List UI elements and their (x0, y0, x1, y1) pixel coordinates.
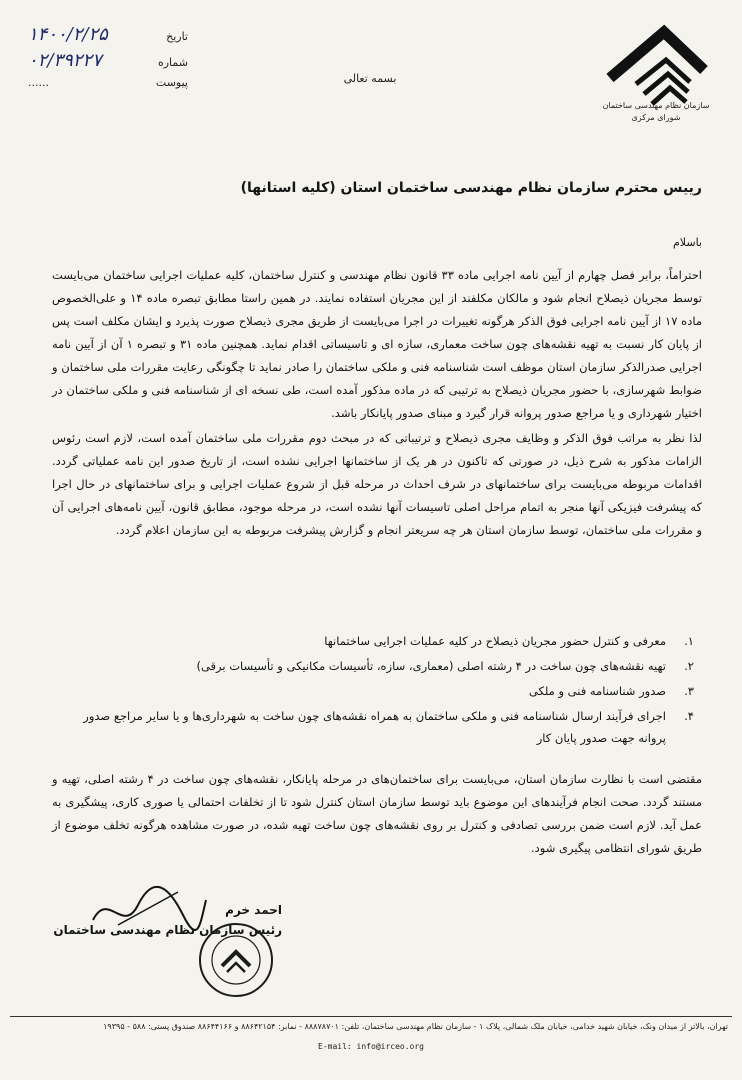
logo-caption (592, 100, 720, 124)
bismillah: بسمه تعالی (343, 72, 397, 85)
list-item-number: ۳. (684, 684, 694, 698)
list-item (52, 630, 702, 652)
number-label: شماره (157, 56, 188, 69)
list-item-text: تهیه نقشه‌های چون ساخت در ۴ رشته اصلی (معماری، سازه، تأسیسات مکانیکی و تأسیسات برقی) (196, 659, 666, 673)
list-item (52, 655, 702, 677)
list-item (52, 705, 702, 749)
logo-caption-line2: شورای مرکزی (631, 113, 681, 122)
paragraph: لذا نظر به مراتب فوق الذکر و وظایف مجری ذیصلاح و ترتیباتی که در مبحث دوم مقررات ملی ساختمان آمده است، لازم است رئوس الزامات مذکور به شرح ذیل، در صورتی که تاکنون در هر یک از ساختمانها اجرایی نشده است، از تاریخ صدور این نامه عملیاتی گردد. اقدامات مربوطه می‌بایست برای ساختمانهای در شرف احداث در مرحله قبل از شروع عملیات اجرایی و برای ساختمانهای در حال اجرا که پیشرفت فیزیکی آنها منجر به اتمام مراحل اصلی تاسیسات آنها نشده است، در مرحله موجود، مطابق قانون، آیین نامه‌های اجرایی آن و مقررات ملی ساختمان، توسط سازمان استان هر چه سریعتر انجام و گزارش پیشرفت مربوطه به این سازمان اعلام گردد. (52, 431, 702, 537)
list-item-number: ۱. (684, 634, 694, 648)
requirements-list (52, 630, 702, 752)
list-item-text: معرفی و کنترل حضور مجریان ذیصلاح در کلیه عملیات اجرایی ساختمانها (324, 634, 666, 648)
paragraph: احتراماً، برابر فصل چهارم از آیین نامه اجرایی ماده ۳۳ قانون نظام مهندسی و کنترل ساختمان، کلیه عملیات اجرایی ساختمان می‌بایست توسط مجریان ذیصلاح انجام شود و مالکان مکلفند از این مجریان استفاده نمایند. در همین راستا مطابق تبصره ماده ۱۴ و علی‌الخصوص ماده ۱۷ از آیین نامه اجرایی فوق الذکر هرگونه تغییرات در اجرا می‌بایست از طریق مجری ذیصلاح صورت پذیرد و ایشان مکلف است پس از پایان کار نسبت به تهیه نقشه‌های چون ساخت معماری، سازه ای و تاسیساتی اقدام نماید. همچنین ماده ۳۱ و تبصره ۱ آن از آیین نامه اجرایی صدرالذکر سازمان استان موظف است شناسنامه فنی و ملکی ساختمان را صادر نماید تا چگونگی رعایت مقررات ملی ساختمان و ضوابط شهرسازی، با حضور مجریان ذیصلاح به ترتیبی که در ماده مذکور آمده است، طی نسخه ای از شناسنامه فنی و ملکی ساختمان در اختیار شهرداری و یا مراجع صدور پروانه قرار گیرد و مبنای صدور پایانکار باشد. (52, 268, 702, 420)
closing-paragraph: مقتضی است با نظارت سازمان استان، می‌بایست برای ساختمان‌های در مرحله پایانکار، نقشه‌های چون ساخت در ۴ رشته اصلی، تهیه و مستند گردد. صحت انجام فرآیندهای این موضوع باید توسط سازمان استان کنترل شود تا از تخلفات احتمالی یا صوری کاری، پیشگیری به عمل آید. لازم است ضمن بررسی تصادفی و کنترل بر روی نقشه‌های چون ساخت تهیه شده، در صورت مشاهده هرگونه تخلف موضوع از طریق شورای انتظامی پیگیری شود. (52, 772, 702, 855)
footer-divider (10, 1016, 732, 1017)
footer-address: تهران، بالاتر از میدان ونک، خیابان شهید خدامی، خیابان ملک شمالی، پلاک ۱ - سازمان نظام مهندسی ساختمان، تلفن: ۸۸۸۷۸۷۰۱ - نمابر: ۸۸۶۴۲۱۵۴ و ۸۸۶۴۴۱۶۶ صندوق پستی: ۵۸۸ - ۱۹۳۹۵ (103, 1022, 728, 1031)
date-row (28, 24, 188, 50)
attachment-value: ...... (28, 76, 49, 89)
attachment-row (28, 76, 188, 102)
date-value: ۱۴۰۰/۲/۲۵ (28, 24, 108, 45)
number-value: ۰۲/۳۹۲۲۷ (28, 50, 102, 71)
footer-email: E-mail: info@irceo.org (318, 1042, 424, 1051)
signer-name: احمد خرم (225, 903, 282, 917)
signer-title: رئیس سازمان نظام مهندسی ساختمان (53, 923, 282, 937)
list-item-text: صدور شناسنامه فنی و ملکی (528, 684, 666, 698)
addressee: رییس محترم سازمان نظام مهندسی ساختمان استان (کلیه استانها) (240, 180, 702, 196)
list-item (52, 680, 702, 702)
logo-caption-line1: سازمان نظام مهندسی ساختمان (602, 101, 710, 110)
date-label: تاریخ (166, 30, 188, 43)
list-item-text: اجرای فرآیند ارسال شناسنامه فنی و ملکی ساختمان به همراه نقشه‌های چون ساخت به شهرداری‌ها و یا سایر مراجع صدور پروانه جهت صدور پایان کار (83, 709, 666, 745)
salutation: باسلام (672, 236, 702, 249)
attachment-label: پیوست (155, 76, 188, 89)
list-item-number: ۲. (684, 659, 694, 673)
letter-body (52, 264, 702, 544)
letter-metadata (28, 24, 188, 102)
number-row (28, 50, 188, 76)
list-item-number: ۴. (684, 709, 694, 723)
official-stamp-icon (196, 920, 276, 1000)
